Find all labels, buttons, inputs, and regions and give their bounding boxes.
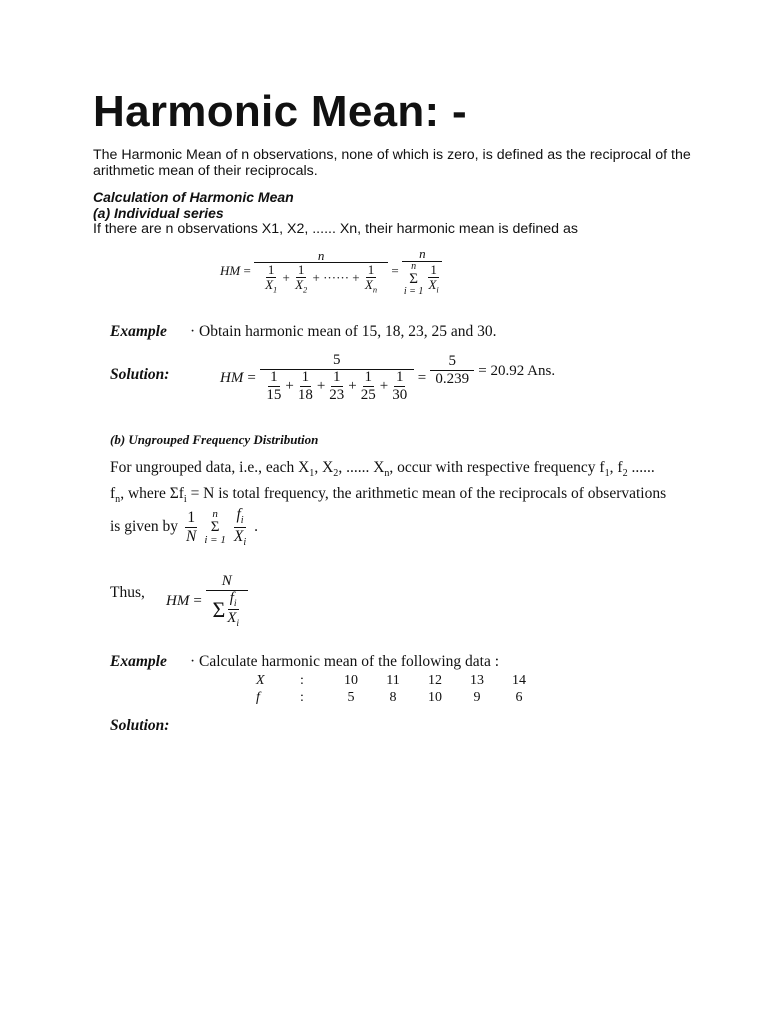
sum-value: 0.239 — [435, 371, 470, 388]
example2-label: Example — [110, 653, 167, 670]
denominator-5: 30 — [392, 386, 408, 403]
thus-label: Thus, — [110, 584, 145, 601]
denominator-4: 25 — [360, 386, 376, 403]
solution1-result: = 20.92 Ans. — [478, 362, 556, 379]
ungrouped-heading: (b) Ungrouped Frequency Distribution — [110, 432, 319, 447]
solution2-label: Solution: — [110, 717, 170, 734]
table-row-f: f : 5 8 10 9 6 — [256, 690, 523, 705]
ungrouped-paragraph: For ungrouped data, i.e., each $X_1$, $X_2$, ...... $X_n$, occur with respective frequency $f_1$, $f_2$ ...... $f_n$, where $\Sigma f_i = N$ is total frequency, the arithmetic mean of the reciprocals of observations — [110, 459, 667, 506]
hm-formula-individual: HM = n $\frac{1}{X_1}$ + $\frac{1}{X_2}$ + ······ + $\frac{1}{X_n}$ = n n Σ i = 1 $\frac{1}{X_i}$ — [220, 247, 443, 297]
intro-paragraph: The Harmonic Mean of n observations, none of which is zero, is defined as the reciprocal of the arithmetic mean of their reciprocals. — [93, 147, 691, 179]
example1-text: · Obtain harmonic mean of 15, 18, 23, 25 and 30. — [190, 323, 497, 340]
example1-label: Example — [110, 323, 167, 340]
thus-formula: HM = N Σ $\frac{f_i}{X_i}$ — [166, 574, 248, 630]
data-table — [256, 673, 540, 707]
page-title: Harmonic Mean: - — [93, 87, 467, 136]
solution1-formula: HM = 5 $\frac{1}{15}$ + $\frac{1}{18}$ + $\frac{1}{23}$ + $\frac{1}{25}$ + $\frac{1}{30}$ = $\frac{5}{0.239}$ = 20.92 Ans. — [220, 352, 556, 403]
denominator-3: 23 — [329, 386, 345, 403]
table-row-x: X : 10 11 12 13 14 — [256, 673, 526, 688]
denominator-2: 18 — [297, 386, 313, 403]
calc-heading: Calculation of Harmonic Mean — [93, 189, 294, 205]
individual-series-text: If there are n observations X1, X2, ...... Xn, their harmonic mean is defined as — [93, 221, 578, 237]
example2-text: · Calculate harmonic mean of the following data : — [190, 653, 500, 670]
given-by-line: is given by $\frac{1}{N}$ n Σ i = 1 $\frac{f_i}{X_i}$ . — [110, 506, 258, 548]
denominator-1: 15 — [266, 386, 282, 403]
individual-series-heading: (a) Individual series — [93, 205, 224, 221]
solution1-label: Solution: — [110, 366, 170, 383]
